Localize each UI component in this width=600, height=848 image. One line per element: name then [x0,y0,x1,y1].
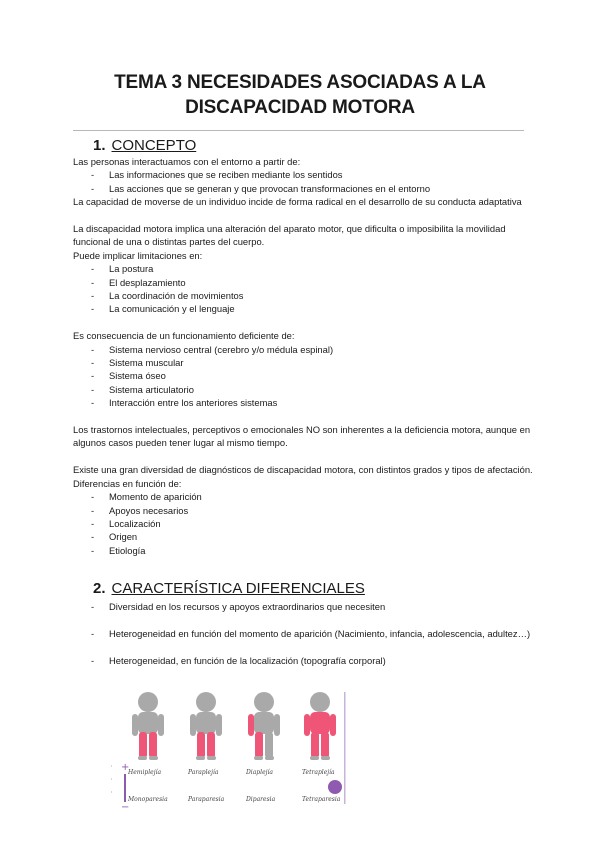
svg-text:ı: ı [111,763,113,768]
capacidad-paragraph: La capacidad de moverse de un individuo incide de forma radical en el desarrollo de su conducta adaptativa [73,196,522,208]
label-diparesia: Diparesia [246,796,276,803]
diferencias-list [73,490,533,557]
title-line-1: TEMA 3 NECESIDADES ASOCIADAS A LA [114,72,486,93]
left-foot-shape [310,756,319,760]
left-arm-shape [190,714,196,736]
label-monoparesia: Monoparesia [128,796,168,803]
section-1-number: 1. [93,137,106,154]
list-item: - Heterogeneidad, en función de la localización (topografía corporal) [73,654,533,667]
label-hemiplejia: Hemiplejía [128,769,162,776]
torso-shape [196,712,216,734]
list-item: - Etiología [73,544,533,557]
list-item: - Interacción entre los anteriores sistemas [73,396,533,409]
torso-shape [254,712,274,734]
left-leg-shape [139,732,147,758]
right-leg-shape [207,732,215,758]
right-foot-shape [265,756,274,760]
left-arm-shape [304,714,310,736]
label-paraplejia: Paraplejía [188,769,219,776]
right-foot-shape [149,756,158,760]
list-item: - Sistema nervioso central (cerebro y/o médula espinal) [73,343,533,356]
section-2-body [73,600,533,680]
right-foot-shape [207,756,216,760]
section-1-heading [93,137,196,155]
discapacidad-paragraph: La discapacidad motora implica una alteración del aparato motor, que dificulta o imposibilita la movilidad funcional de una o distintas partes del cuerpo. [73,223,506,248]
title-divider [73,130,524,131]
consecuencia-list [73,343,533,410]
figure-hemiplejia [132,692,164,760]
section-1-body [73,155,533,557]
consecuencia-intro: Es consecuencia de un funcionamiento deficiente de: [73,330,295,342]
label-paraparesia: Paraparesia [188,796,225,803]
svg-text:ı: ı [111,776,113,781]
limitaciones-intro: Puede implicar limitaciones en: [73,249,203,261]
interact-list [73,168,533,195]
list-item: - Origen [73,530,533,543]
list-item: - Sistema articulatorio [73,383,533,396]
diversidad-paragraph: Existe una gran diversidad de diagnósticos de discapacidad motora, con distintos grados y tipos de afectación. Diferencias en función de: [73,464,533,489]
intro-paragraph: Las personas interactuamos con el entorno a partir de: [73,156,301,167]
left-leg-shape [311,732,319,758]
list-item: - Localización [73,517,533,530]
left-arm-shape [248,714,254,736]
topography-illustration [108,688,358,810]
list-item: - Apoyos necesarios [73,504,533,517]
minus-icon: − [121,802,130,810]
topography-figure [108,688,358,810]
left-arm-shape [132,714,138,736]
list-item: - Momento de aparición [73,490,533,503]
torso-shape [138,712,158,734]
left-foot-shape [138,756,147,760]
left-foot-shape [254,756,263,760]
torso-shape [310,712,330,734]
section-1-title: CONCEPTO [111,137,197,154]
label-tetraplejia: Tetraplejía [302,769,335,776]
list-item: - Heterogeneidad en función del momento de aparición (Nacimiento, infancia, adolescencia, adultez…) [73,627,533,640]
list-item: - Las informaciones que se reciben mediante los sentidos [73,168,533,181]
figure-tetraplejia [304,692,336,760]
head-shape [196,692,216,712]
right-arm-shape [216,714,222,736]
list-item: - La postura [73,262,533,275]
left-foot-shape [196,756,205,760]
list-item: - La comunicación y el lenguaje [73,302,533,315]
head-shape [254,692,274,712]
right-arm-shape [330,714,336,736]
limitaciones-list [73,262,533,316]
right-arm-shape [274,714,280,736]
right-leg-shape [149,732,157,758]
figure-paraplejia [190,692,222,760]
right-arm-shape [158,714,164,736]
label-tetraparesia: Tetraparesia [302,796,341,803]
trastornos-paragraph: Los trastornos intelectuales, perceptivos o emocionales NO son inherentes a la deficiencia motora, aunque en algunos casos pueden tener lugar al mismo tiempo. [73,424,531,449]
page-title [60,70,540,120]
list-item: - Las acciones que se generan y que provocan transformaciones en el entorno [73,182,533,195]
right-leg-shape [321,732,329,758]
head-shape [310,692,330,712]
list-item: - La coordinación de movimientos [73,289,533,302]
list-item: - Diversidad en los recursos y apoyos extraordinarios que necesiten [73,600,533,613]
left-leg-shape [255,732,263,758]
severity-scale [111,762,129,810]
list-item: - Sistema muscular [73,356,533,369]
section-2-heading [93,580,365,598]
head-shape [138,692,158,712]
figure-diaplejia [248,692,280,760]
svg-text:ı: ı [111,789,113,794]
left-leg-shape [197,732,205,758]
accent-dot [328,780,342,794]
title-line-2: DISCAPACIDAD MOTORA [185,97,415,118]
accent-bar [344,692,346,804]
right-leg-shape [265,732,273,758]
list-item: - El desplazamiento [73,276,533,289]
list-item: - Sistema óseo [73,369,533,382]
section-2-title: CARACTERÍSTICA DIFERENCIALES [111,580,365,597]
right-foot-shape [321,756,330,760]
plus-icon: + [121,762,130,773]
caracteristicas-list [73,600,533,667]
section-2-number: 2. [93,580,106,597]
label-diaplejia: Diaplejía [246,769,273,776]
